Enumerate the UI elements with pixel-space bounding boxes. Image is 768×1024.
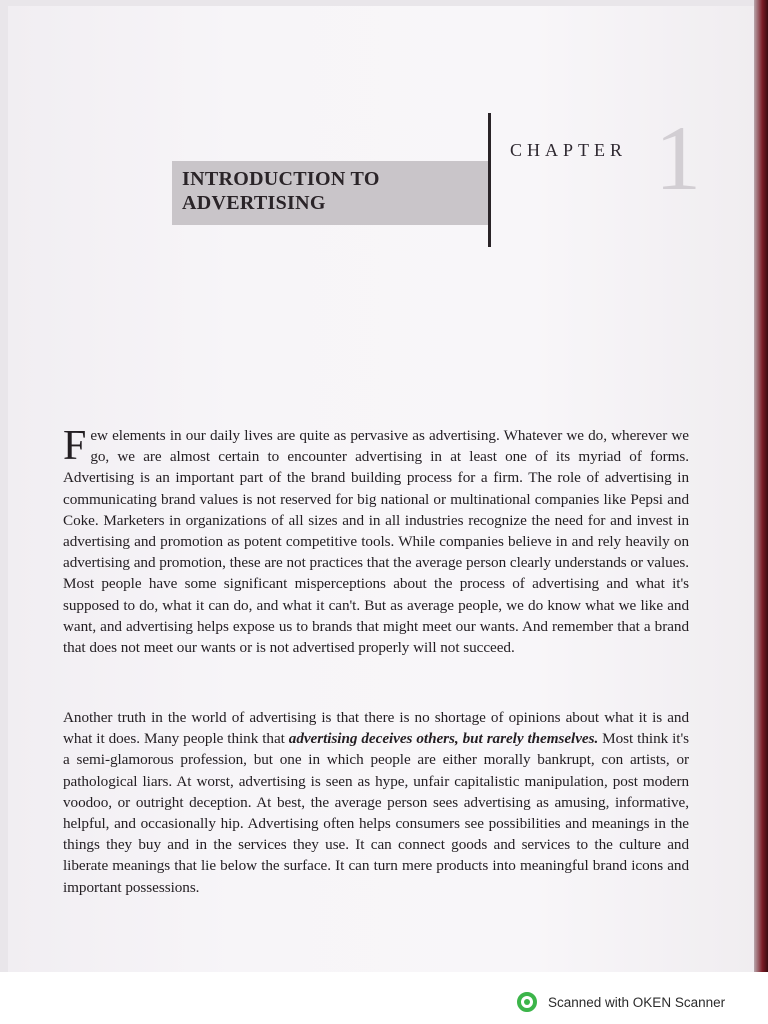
chapter-title-line1: INTRODUCTION TO xyxy=(182,168,380,190)
oken-scanner-logo-icon xyxy=(516,991,538,1013)
drop-cap: F xyxy=(63,423,87,469)
chapter-title-line2: ADVERTISING xyxy=(182,192,326,214)
chapter-title-box xyxy=(172,161,490,225)
watermark-text: Scanned with OKEN Scanner xyxy=(548,994,726,1010)
chapter-number: 1 xyxy=(655,107,701,209)
chapter-divider-rule xyxy=(488,113,491,247)
page-edge-shadow xyxy=(754,0,768,972)
chapter-label: CHAPTER xyxy=(510,140,628,160)
paragraph-2-text-rest: Most think it's a semi-glamorous profession, but one in which people are either morally bankrupt, con artists, or pathological liars. At worst, advertising is seen as hype, unfair capitalistic manipulation, post modern voodoo, or outright deception. At best, the average person sees advertising as amusing, informative, helpful, and occasionally hip. Advertising often helps consumers see possibilities and meanings in the things they buy and in the services they use. It can connect goods and services to the culture and liberate meanings that lie below the surface. It can turn mere products into meaningful brand icons and important possessions. xyxy=(63,730,690,896)
scanner-watermark xyxy=(516,990,725,1014)
chapter-title xyxy=(182,167,380,215)
body-paragraph-1 xyxy=(63,425,689,658)
paragraph-1-text: ew elements in our daily lives are quite as pervasive as advertising. Whatever we do, wherever we go, we are almost certain to encounter advertising in at least one of its myriad of forms. Advertising is an important part of the brand building process for a firm. The role of advertising in communicating brand values is not reserved for big national or multinational companies like Pepsi and Coke. Marketers in organizations of all sizes and in all industries recognize the need for and invest in advertising and promotion as potent competitive tools. While companies believe in and rely heavily on advertising and promotion, these are not practices that the average person clearly understands or values. Most people have some significant misperceptions about the process of advertising and what it's supposed to do, what it can do, and what it can't. But as average people, we do know what we like and want, and advertising helps expose us to brands that might meet our wants. And remember that a brand that does not meet our wants or is not advertised properly will not succeed. xyxy=(63,427,689,657)
paragraph-2-text-start: Another truth in the world of advertising is that there is no shortage of opinions about what it is and what it does. Many people think that xyxy=(63,709,689,748)
paragraph-2-emphasis: advertising deceives others, but rarely themselves. xyxy=(288,730,599,748)
body-paragraph-2 xyxy=(63,707,689,898)
